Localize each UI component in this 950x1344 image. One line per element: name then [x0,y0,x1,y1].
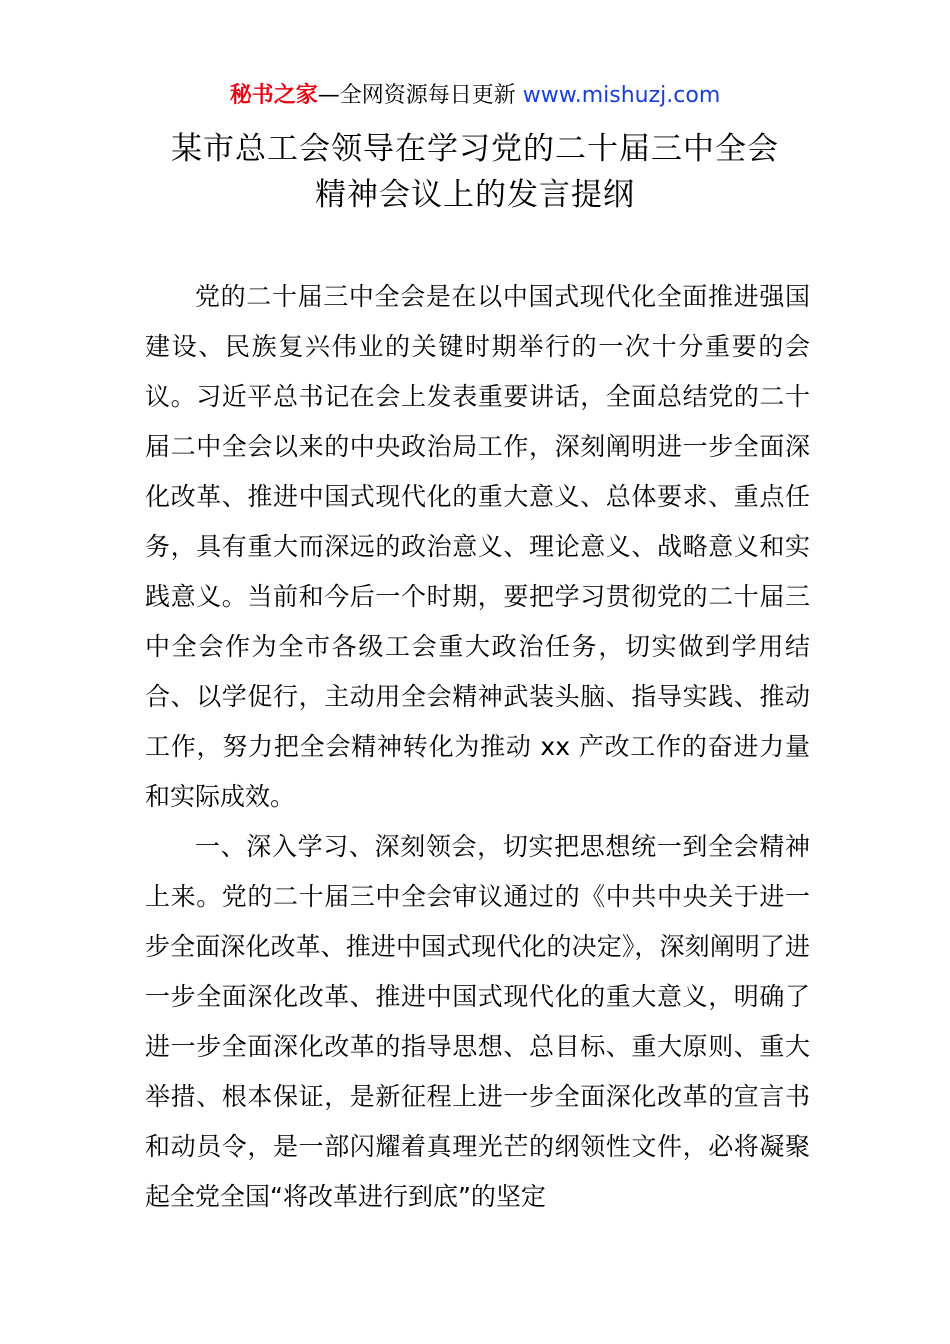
site-brand: 秘书之家 [229,83,318,108]
site-header [0,80,950,112]
site-tagline: —全网资源每日更新 [317,83,523,108]
document-body [145,272,810,1222]
paragraph-intro: 党的二十届三中全会是在以中国式现代化全面推进强国建设、民族复兴伟业的关键时期举行的一次十分重要的会议。习近平总书记在会上发表重要讲话，全面总结党的二十届二中全会以来的中央政治局工作，深刻阐明进一步全面深化改革、推进中国式现代化的重大意义、总体要求、重点任务，具有重大而深远的政治意义、理论意义、战略意义和实践意义。当前和今后一个时期，要把学习贯彻党的二十届三中全会作为全市各级工会重大政治任务，切实做到学用结合、以学促行，主动用全会精神武装头脑、指导实践、推动工作，努力把全会精神转化为推动 xx 产改工作的奋进力量和实际成效。 [145,282,810,811]
title-line-2: 精神会议上的发言提纲 [315,177,635,213]
paragraph-section-1: 一、深入学习、深刻领会，切实把思想统一到全会精神上来。党的二十届三中全会审议通过的《中共中央关于进一步全面深化改革、推进中国式现代化的决定》，深刻阐明了进一步全面深化改革、推进中国式现代化的重大意义，明确了进一步全面深化改革的指导思想、总目标、重大原则、重大举措、根本保证，是新征程上进一步全面深化改革的宣言书和动员令，是一部闪耀着真理光芒的纲领性文件，必将凝聚起全党全国“将改革进行到底”的坚定 [145,832,810,1211]
title-line-1: 某市总工会领导在学习党的二十届三中全会 [171,131,779,167]
document-title [0,126,950,218]
site-url-link[interactable]: www.mishuzj.com [522,83,721,108]
